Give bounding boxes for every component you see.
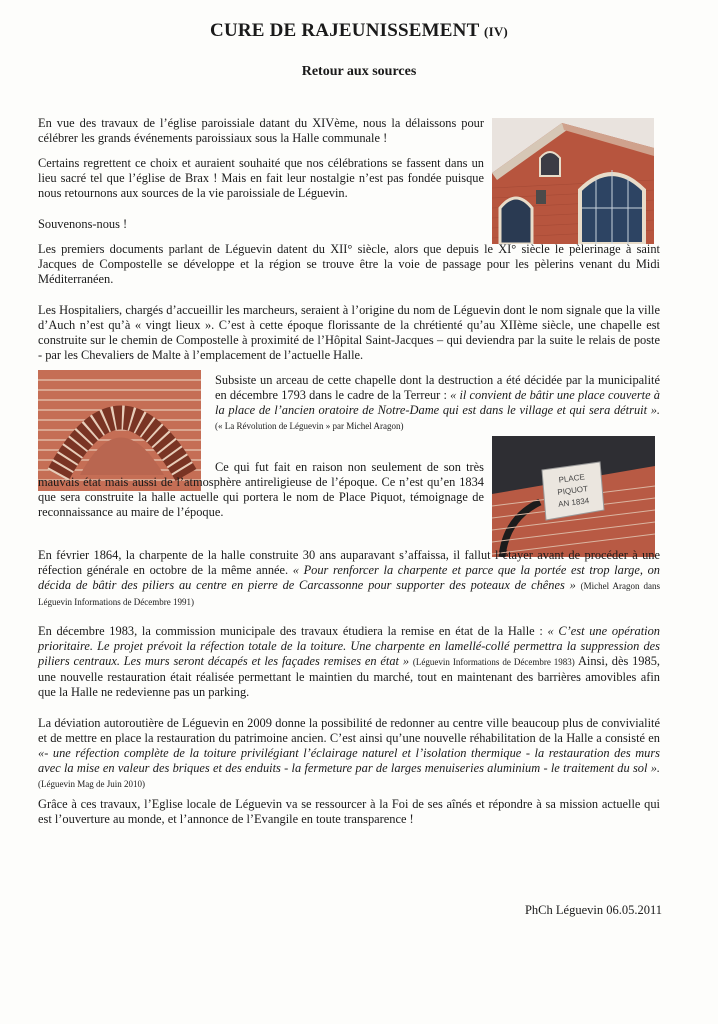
signature: PhCh Léguevin 06.05.2011 bbox=[524, 903, 662, 917]
page-title bbox=[0, 20, 718, 42]
paragraph-11: Grâce à ces travaux, l’Eglise locale de Léguevin va se ressourcer à la Foi de ses aînés et répondre à sa mission actuelle qui est l’ouverture au monde, et l’annonce de l’Evangile en toute transparence ! bbox=[38, 797, 660, 826]
paragraph-5: Les Hospitaliers, chargés d’accueillir les marcheurs, seraient à l’origine du nom de Léguevin dont le nom signale que la ville d’Auch n’est qu’à « vingt lieux ». C’est à cette époque florissante de la chrétienté qu’au XIIème siècle, une chapelle est construite sur le chemin de Compostelle à proximité de l’Hôpital Saint-Jacques – qui deviendra par la suite le relais de poste - par les Chevaliers de Malte à l’emplacement de l’actuelle Halle. bbox=[38, 303, 660, 362]
paragraph-6-source: (« La Révolution de Léguevin » par Michel Aragon) bbox=[215, 421, 404, 431]
paragraph-6 bbox=[215, 373, 660, 434]
paragraph-2: Certains regrettent ce choix et auraient souhaité que nos célébrations se fassent dans un lieu sacré tel que l’église de Brax ! Mais en fait leur nostalgie n’est pas fondée puisque nous retournons aux sources de la vie paroissiale de Léguevin. bbox=[38, 156, 484, 200]
paragraph-9-source: (Léguevin Informations de Décembre 1983) bbox=[412, 657, 575, 667]
paragraph-8-source: (Michel Aragon dans Léguevin Informations de Décembre 1991) bbox=[38, 581, 660, 607]
title-main: CURE DE RAJEUNISSEMENT bbox=[210, 20, 480, 41]
paragraph-6-quote: « il convient de bâtir une place couverte à la place de l’ancien oratoire de Notre-Dame qui est dans le village et qui sera détruit ». bbox=[215, 388, 660, 417]
paragraph-8 bbox=[38, 548, 660, 610]
paragraph-9 bbox=[38, 624, 660, 700]
paragraph-6-text: Subsiste un arceau de cette chapelle dont la destruction a été décidée par la municipalité en décembre 1793 dans le cadre de la Terreur : bbox=[215, 373, 660, 402]
paragraph-10-source: (Léguevin Mag de Juin 2010) bbox=[38, 779, 145, 789]
title-suffix: (IV) bbox=[484, 24, 508, 39]
paragraph-1: En vue des travaux de l’église paroissiale datant du XIVème, nous la délaissons pour célébrer les grands événements paroissiaux sous la Halle communale ! bbox=[38, 116, 484, 145]
paragraph-9-text: En décembre 1983, la commission municipale des travaux étudiera la remise en état de la Halle : bbox=[38, 624, 548, 638]
place-piquot-plaque-photo bbox=[492, 436, 655, 557]
paragraph-10-text: La déviation autoroutière de Léguevin en 2009 donne la possibilité de redonner au centre ville beaucoup plus de convivialité et de mettre en place la restauration du patrimoine ancien. C’est ainsi qu’une nouvelle réhabilitation de la Halle a consisté en bbox=[38, 716, 660, 745]
paragraph-8-text: En février 1864, la charpente de la halle construite 30 ans auparavant s’affaissa, il fallut l’étayer avant de procéder à une réfection générale en octobre de la même année. bbox=[38, 548, 660, 577]
paragraph-9-quote: « C’est une opération prioritaire. Le projet prévoit la réfection totale de la toiture. Une charpente en lamellé-collé permettra la suppression des piliers centraux. Les murs seront décapés et les façades remises en état » bbox=[38, 624, 661, 668]
paragraph-8-quote: « Pour renforcer la charpente et parce que la portée est trop large, on décida de bâtir des piliers au centre en pierre de Carcassonne pour supporter des poteaux de chênes » bbox=[38, 563, 660, 592]
paragraph-7-text: Ce qui fut fait en raison non seulement de son très mauvais état mais aussi de l’atmosphère antireligieuse de l’époque. Ce n’est qu’en 1834 que sera construite la halle actuelle qui portera le nom de Place Piquot, témoignage de reconnaissance au maire de l’époque. bbox=[38, 460, 484, 519]
plaque-line-2: PIQUOT bbox=[556, 484, 589, 497]
paragraph-9-rest: Ainsi, dès 1985, une nouvelle restauration était réalisée permettant le maintien du marché, tout en maintenant des barrières amovibles afin que la Halle ne redevienne pas un parking. bbox=[38, 654, 660, 699]
page-subtitle: Retour aux sources bbox=[301, 64, 417, 79]
plaque-line-3: AN 1834 bbox=[557, 496, 590, 509]
paragraph-7 bbox=[38, 460, 484, 520]
paragraph-10-quote: «- une réfection complète de la toiture privilégiant l’éclairage naturel et l’isolation thermique - la restauration des murs avec la mise en valeur des briques et des enduits - la fermeture par de larges menuiseries aluminium - le traitement du sol ». bbox=[38, 746, 660, 775]
paragraph-3: Souvenons-nous ! bbox=[38, 217, 128, 231]
paragraph-10 bbox=[38, 716, 660, 792]
halle-facade-photo bbox=[492, 118, 654, 244]
plaque-line-1: PLACE bbox=[558, 472, 586, 485]
paragraph-4: Les premiers documents parlant de Léguevin datent du XII° siècle, alors que depuis le XI° siècle le pèlerinage à saint Jacques de Compostelle se développe et la région se trouve être la voie de passage pour les pèlerins venant du Midi Méditerranéen. bbox=[38, 242, 660, 286]
